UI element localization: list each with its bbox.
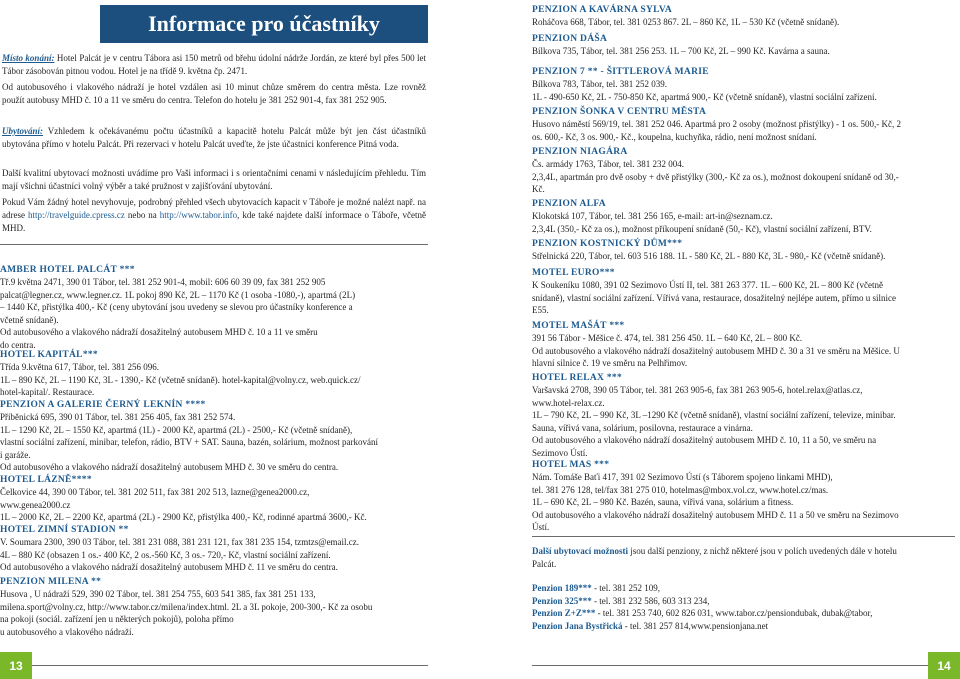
- hotel-line: os. 600,- Kč, 3 os. 900,- Kč., koupelna, kuchyňka, rádio, není možnost snídaní.: [532, 131, 817, 142]
- hotel-entry: [532, 4, 955, 29]
- hotel-line: Příběnická 695, 390 01 Tábor, tel. 381 256 405, fax 381 252 574.: [0, 412, 236, 422]
- further-options-paragraph: [2, 167, 426, 193]
- divider: [532, 536, 955, 537]
- hotel-line: 1L – 690 Kč, 2L – 980 Kč. Bazén, sauna, vířivá vana, solárium a fitness.: [532, 497, 794, 508]
- hotel-name: PENZION NIAGÁRA: [532, 147, 628, 157]
- hotel-line: hlavní silnice č. 19 ve směru na Pelhřimov.: [532, 358, 688, 369]
- hotel-line: do centra.: [0, 339, 36, 350]
- contact-item: [532, 582, 955, 595]
- hotel-line: včetně snídaně).: [0, 314, 59, 325]
- hotel-name: PENZION A KAVÁRNA SYLVA: [532, 5, 673, 15]
- contact-text: - tel. 381 253 740, 602 826 031, www.tabor.cz/pensiondubak, dubak@tabor,: [595, 608, 873, 619]
- hotel-line: tel. 381 276 128, tel/fax 381 275 010, hotelmas@mbox.vol.cz, www.hotel.cz/mas.: [532, 484, 829, 495]
- further-label: Další ubytovací možnosti: [532, 546, 629, 556]
- hotel-name: PENZION 7 ** - ŠITTLEROVÁ MARIE: [532, 67, 709, 77]
- hotel-name: PENZION ŠONKA V CENTRU MĚSTA: [532, 107, 707, 117]
- footer-line-left: [32, 665, 428, 666]
- hotel-name: PENZION MILENA **: [0, 577, 102, 587]
- hotel-name: HOTEL LÁZNĚ****: [0, 475, 92, 485]
- venue-paragraph: [2, 52, 426, 78]
- hotel-entry: [0, 349, 428, 399]
- hotel-line: palcat@legner.cz, www.legner.cz. 1L pokoj 890 Kč, 2L – 1170 Kč (1 osoba -1080,-), apartmá (2L): [0, 289, 356, 300]
- hotel-line: hotel-kapital/. Restaurace.: [0, 387, 95, 398]
- further-options-text: Další kvalitní ubytovací možnosti uvádíme pro Vaši informaci i s orientačními cenami v následujícím přehledu. Tím mají všichni účastníci volný výběr a také pružnost v zajišťování ubytování.: [2, 168, 426, 191]
- venue-label: Místo konání:: [2, 53, 55, 63]
- hotel-name: HOTEL MAS ***: [532, 460, 610, 470]
- hint-text-1: Pokud Vám žádný hotel nevyhovuje, podrobný přehled všech ubytovacích kapacit v Táboře je možné nalézt např. na adrese: [2, 197, 426, 220]
- contact-item: [532, 607, 955, 620]
- hotel-entry: [0, 264, 428, 352]
- hotel-line: Od autobusového a vlakového nádraží dosažitelný autobusem MHD č. 11 a 50 ve směru na Sezimovo: [532, 509, 899, 520]
- contact-item: [532, 595, 955, 608]
- page-number-right: 14: [928, 652, 960, 679]
- hotel-entry: [532, 320, 955, 370]
- hotel-line: Od autobusového a vlakového nádraží dosažitelný autobusem MHD č. 30 ve směru do centra.: [0, 462, 339, 473]
- contact-item: [532, 620, 955, 633]
- hotel-entry: [0, 474, 428, 524]
- hotel-line: Sauna, vířivá vana, solárium, posilovna, restaurace a vinárna.: [532, 422, 753, 433]
- bus-paragraph: [2, 81, 426, 107]
- hotel-line: Nám. Tomáše Baťi 417, 391 02 Sezimovo Ústí (s Táborem spojeno linkami MHD),: [532, 472, 833, 482]
- accommodation-label: Ubytování:: [2, 126, 43, 136]
- hotel-line: Husova , U nádraží 529, 390 02 Tábor, tel. 381 254 755, 603 541 385, fax 381 251 133,: [0, 589, 316, 599]
- bus-text: Od autobusového i vlakového nádraží je hotel vzdálen asi 10 minut chůze směrem do centra města. Lze rovněž použít autobusy MHD č. 10 a 11 ve směru do centra. Telefon do hotelu je 381 252 901-4, fax 381 252 905.: [2, 82, 426, 105]
- hotel-line: E55.: [532, 305, 549, 316]
- hotel-entry: [532, 198, 955, 235]
- hotel-line: Kč.: [532, 184, 545, 195]
- footer-line-right: [532, 665, 928, 666]
- hotel-line: 1L – 1290 Kč, 2L – 1550 Kč, apartmá (1L) - 2000 Kč, apartmá (2L) - 2500,- Kč (včetně snídaně),: [0, 424, 353, 435]
- search-hint-paragraph: [2, 196, 426, 235]
- travelguide-link[interactable]: http://travelguide.cpress.cz: [27, 210, 125, 220]
- hotel-name: PENZION KOSTNICKÝ DŮM***: [532, 239, 683, 249]
- contact-label: Penzion 189***: [532, 583, 592, 593]
- hint-text-3: , kde také najdete další informace o Táboře, včetně MHD.: [2, 210, 426, 233]
- hotel-name: HOTEL ZIMNÍ STADION **: [0, 525, 129, 535]
- hotel-line: Husovo náměstí 569/19, tel. 381 252 046. Apartmá pro 2 osoby (možnost přistýlky) - 1 os. 500,- Kč, 2: [532, 119, 901, 129]
- hotel-line: www.genea2000.cz: [0, 499, 71, 510]
- hotel-line: na pokoji (sociál. zařízení jen u některých pokojů), poloha přímo: [0, 614, 234, 625]
- hotel-line: 1L – 790 Kč, 2L – 990 Kč, 3L –1290 Kč (včetně snídaně), vlastní sociální zařízení, televize, minibar.: [532, 410, 896, 421]
- contact-label: Penzion 325***: [532, 595, 592, 606]
- hotel-name: AMBER HOTEL PALCÁT ***: [0, 265, 135, 275]
- hotel-entry: [0, 524, 428, 574]
- venue-text: Hotel Palcát je v centru Tábora asi 150 metrů od břehu údolní nádrže Jordán, ze které byl přes 500 let Tábor zásobován pitnou vodou. Hotel je na třídě 9. května čp. 2471.: [2, 53, 427, 76]
- hotel-line: Bílkova 783, Tábor, tel. 381 252 039.: [532, 79, 667, 89]
- contact-text: - tel. 381 232 586, 603 313 234,: [591, 595, 710, 606]
- hotel-line: snídaně), vlastní sociální zařízení. Vířivá vana, restaurace, dosažitelný nejlépe autem, přímo u silnice: [532, 292, 896, 303]
- hotel-name: PENZION ALFA: [532, 199, 606, 209]
- contact-label: Penzion Z+Z***: [532, 608, 596, 619]
- divider: [0, 244, 428, 245]
- further-accommodation: [532, 545, 955, 570]
- hotel-line: vlastní sociální zařízení, minibar, telefon, rádio, BTV + SAT. Sauna, bazén, solárium, možnost parkování: [0, 437, 379, 448]
- hotel-line: Střelnická 220, Tábor, tel. 603 516 188. 1L - 580 Kč, 2L - 880 Kč, 3L - 980,- Kč (včetně snídaně).: [532, 251, 886, 261]
- hotel-name: MOTEL EURO***: [532, 268, 615, 278]
- hotel-line: Od autobusového a vlakového nádraží dosažitelný autobusem MHD č. 30 a 31 ve směru na Měšice. U: [532, 345, 900, 356]
- hotel-entry: [532, 459, 955, 534]
- hotel-entry: [532, 238, 955, 263]
- hotel-name: HOTEL KAPITÁL***: [0, 350, 98, 360]
- hotel-line: i garáže.: [0, 449, 31, 460]
- hotel-line: Třída 9.května 617, Tábor, tel. 381 256 096.: [0, 362, 159, 372]
- hotel-line: Od autobusového a vlakového nádraží dosažitelný autobusem MHD č. 10 a 11 ve směru: [0, 327, 318, 338]
- contact-text: - tel. 381 257 814,www.pensionjana.net: [622, 620, 769, 631]
- further-text: jsou další penziony, z nichž některé jsou v polích uvedených dále v hotelu: [630, 546, 897, 556]
- hotel-line: Od autobusového a vlakového nádraží dosažitelný autobusem MHD č. 10, 11 a 50, ve směru na: [532, 435, 877, 446]
- hotel-line: Roháčova 668, Tábor, tel. 381 0253 867. 2L – 860 Kč, 1L – 530 Kč (včetně snídaně).: [532, 17, 840, 27]
- hotel-entry: [532, 372, 955, 460]
- hotel-line: 1L – 890 Kč, 2L – 1190 Kč, 3L - 1390,- Kč (včetně snídaně). hotel-kapital@volny.cz, web.quick.cz/: [0, 374, 361, 385]
- page-number-left: 13: [0, 652, 32, 679]
- hotel-line: Ústí.: [532, 522, 550, 533]
- hotel-entry: [532, 66, 955, 103]
- hotel-line: Sezimovo Ústí.: [532, 447, 588, 458]
- hotel-name: MOTEL MAŠÁT ***: [532, 321, 625, 331]
- hotel-line: 2,3,4L, apartmán pro dvě osoby + dvě přistýlky (300,- Kč za os.), možnost dokoupení snídaně od 30,-: [532, 171, 899, 182]
- hotel-line: V. Soumara 2300, 390 03 Tábor, tel. 381 231 088, 381 231 121, fax 381 235 154, tzmtzs@email.cz.: [0, 537, 360, 547]
- hotel-line: K Soukeníku 1080, 391 02 Sezimovo Ústí II, tel. 381 263 377. 1L – 600 Kč, 2L – 800 Kč (včetně: [532, 280, 884, 290]
- tabor-info-link[interactable]: http://www.tabor.info: [159, 210, 238, 220]
- hotel-line: Čs. armády 1763, Tábor, tel. 381 232 004.: [532, 159, 684, 169]
- accommodation-paragraph: [2, 125, 426, 151]
- hotel-name: HOTEL RELAX ***: [532, 373, 623, 383]
- hotel-entry: [0, 399, 428, 474]
- hint-text-2: nebo na: [127, 210, 157, 220]
- hotel-name: PENZION A GALERIE ČERNÝ LEKNÍN ****: [0, 400, 206, 410]
- hotel-line: Čelkovice 44, 390 00 Tábor, tel. 381 202 511, fax 381 202 513, lazne@genea2000.cz,: [0, 487, 310, 497]
- hotel-line: milena.sport@volny.cz, http://www.tabor.cz/milena/index.html. 2L a 3L pokoje, 200-300,- Kč za osobu: [0, 601, 373, 612]
- hotel-name: PENZION DÁŠA: [532, 34, 608, 44]
- hotel-line: Tř.9 května 2471, 390 01 Tábor, tel. 381 252 901-4, mobil: 606 60 39 09, fax 381 252 905: [0, 277, 326, 287]
- accommodation-text: Vzhledem k očekávanému počtu účastníků a kapacitě hotelu Palcát může být jen část účastníků ubytována přímo v hotelu Palcát. Při rezervaci v hotelu Palcát uveďte, že jste účastníci konference Pitná voda.: [2, 126, 426, 149]
- contact-text: - tel. 381 252 109,: [591, 583, 660, 593]
- contact-list: [532, 582, 955, 632]
- page-title: Informace pro účastníky: [100, 5, 428, 43]
- further-text-end: Palcát.: [532, 558, 557, 569]
- hotel-entry: [0, 576, 428, 638]
- hotel-entry: [532, 33, 955, 58]
- contact-label: Penzion Jana Bystřická: [532, 620, 623, 631]
- hotel-line: u autobusového a vlakového nádraží.: [0, 626, 134, 637]
- hotel-line: 4L – 880 Kč (obsazen 1 os.- 400 Kč, 2 os.-560 Kč, 3 os.- 720,- Kč, vlastní sociální zařízení.: [0, 549, 331, 560]
- hotel-line: 391 56 Tábor - Měšice č. 474, tel. 381 256 450. 1L – 640 Kč, 2L – 800 Kč.: [532, 333, 803, 343]
- hotel-line: 1L - 490-650 Kč, 2L - 750-850 Kč, apartmá 900,- Kč (včetně snídaně), vlastní sociální zařízení.: [532, 91, 877, 102]
- hotel-entry: [532, 267, 955, 317]
- hotel-line: 2,3,4L (350,- Kč za os.), možnost příkoupení snídaně (50,- Kč), vlastní sociální zařízení, BTV.: [532, 223, 872, 234]
- hotel-line: Od autobusového a vlakového nádraží dosažitelný autobusem MHD č. 11 ve směru do centra.: [0, 562, 338, 573]
- hotel-entry: [532, 106, 955, 143]
- hotel-line: 1L – 2000 Kč, 2L – 2200 Kč, apartmá (2L) - 2900 Kč, přistýlka 400,- Kč, rodinné apartmá 3600,- Kč.: [0, 512, 367, 523]
- hotel-entry: [532, 146, 955, 196]
- hotel-line: Klokotská 107, Tábor, tel. 381 256 165, e-mail: art-in@seznam.cz.: [532, 211, 773, 221]
- hotel-line: Varšavská 2708, 390 05 Tábor, tel. 381 263 905-6, fax 381 263 905-6, hotel.relax@atlas.cz,: [532, 385, 863, 395]
- hotel-line: www.hotel-relax.cz.: [532, 397, 605, 408]
- hotel-line: – 1440 Kč, přistýlka 400,- Kč (ceny ubytování jsou uvedeny se slevou pro účastníky konference a: [0, 302, 353, 313]
- hotel-line: Bílkova 735, Tábor, tel. 381 256 253. 1L – 700 Kč, 2L – 990 Kč. Kavárna a sauna.: [532, 46, 830, 56]
